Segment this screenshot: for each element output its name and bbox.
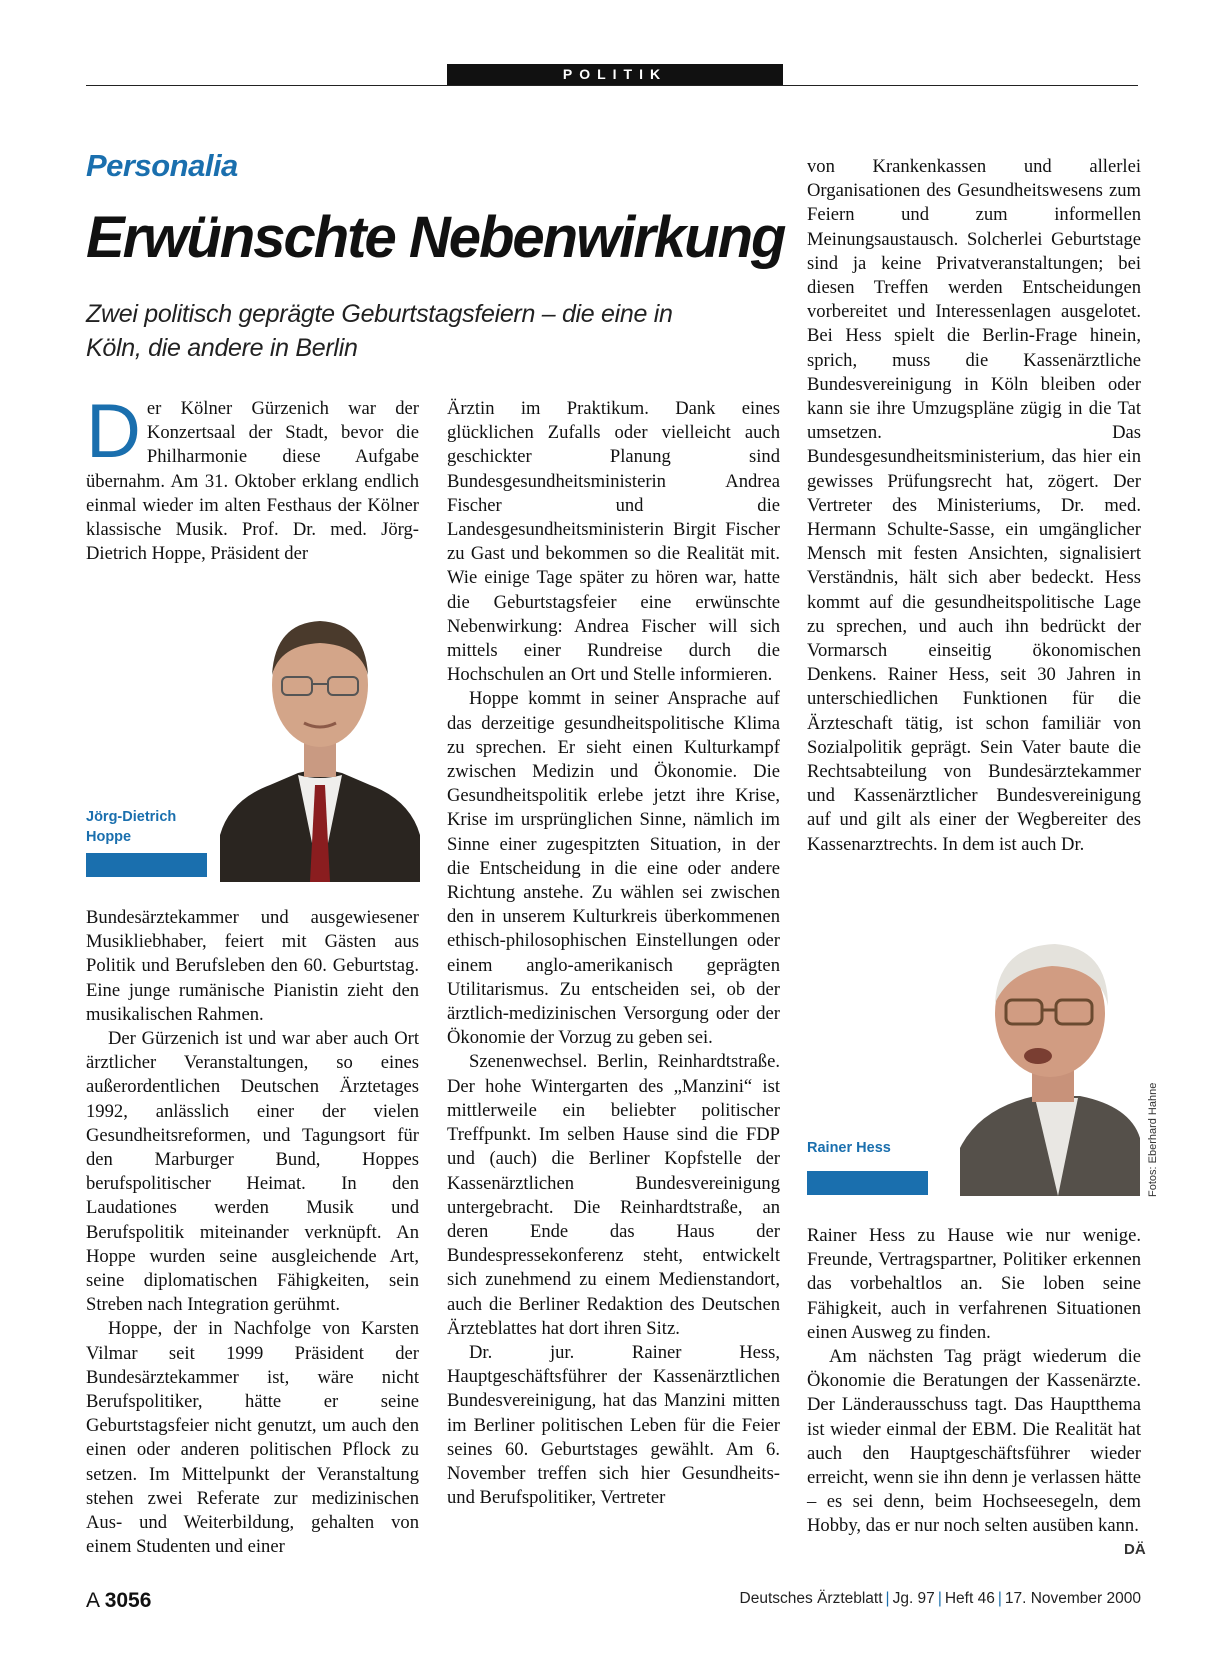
issue: Heft 46 <box>944 1590 995 1607</box>
paragraph: Hoppe kommt in seiner Ansprache auf das derzeitige gesundheitspolitische Klima zu sprechen. Er sieht einen Kulturkampf zwischen Medizin und Ökonomie. Die Gesundheitspolitik erlebe jetzt ihre Krise, Krise im ursprünglichen Sinne, nämlich im Sinne einer zugespitzten Situation, in der die Entscheidung in die eine oder andere Richtung anstehe. Zu wählen sei zwischen den in unserem Kulturkreis überkommenen ethisch-philosophischen Einstellungen oder einem anglo-amerikanisch geprägten Utilitarismus. Zu entscheiden sei, ob der ärztlich-medizinischen Versorgung oder der Ökonomie der Vorzug zu geben sei. <box>447 688 780 1049</box>
paragraph: Ärztin im Praktikum. Dank eines glücklichen Zufalls oder vielleicht auch geschickter Planung sind Bundesgesundheitsministerin Andrea Fischer und die Landesgesundheitsministerin Birgit Fischer zu Gast und bekommen so die Realität mit. Wie einige Tage später zu hören war, hatte die Geburtstagsfeier eine erwünschte Nebenwirkung: Andrea Fischer will sich mittels einer Rundreise durch die Hochschulen an Ort und Stelle informieren. <box>447 398 780 686</box>
section-label: POLITIK <box>447 64 783 85</box>
paragraph: Bundesärztekammer und ausgewiesener Musikliebhaber, feiert mit Gästen aus Politik und Berufsleben den 60. Geburtstag. Eine junge rumänische Pianistin zieht den musikalischen Rahmen. <box>86 907 419 1025</box>
author-signature: DÄ <box>1124 1541 1146 1558</box>
caption-bar <box>807 1171 928 1195</box>
paragraph: von Krankenkassen und allerlei Organisationen des Gesundheitswesens zum Feiern und zum informellen Meinungsaustausch. Solcherlei Geburtstage sind ja keine Privatveranstaltungen; bei diesen Treffen werden Entscheidungen vorbereitet und Interessenlagen ausgelotet. Bei Hess spielt die Berlin-Frage hinein, sprich, muss die Kassenärztliche Bundesvereinigung in Köln bleiben oder kann sie ihre Umzugspläne zügig in die Tat umsetzen. Das Bundesgesundheitsministerium, das hier ein gewisses Prüfungsrecht hat, zögert. Der Vertreter des Ministeriums, Dr. med. Hermann Schulte-Sasse, ein umgänglicher Mensch mit festen Ansichten, signalisiert Verständnis, hält sich aber bedeckt. Hess kommt auf die gesundheitspolitische Lage zu sprechen, und auch ihn bedrückt der Vormarsch einseitig ökonomischen Denkens. Rainer Hess, seit 30 Jahren in unterschiedlichen Funktionen für die Ärzteschaft tätig, ist schon familiär von Sozialpolitik geprägt. Sein Vater baute die Rechtsabteilung von Bundesärztekammer und Kassenärztlicher Bundesvereinigung auf und gilt als einer der Wegbereiter des Kassenarztrechts. In dem ist auch Dr. <box>807 156 1141 855</box>
kicker: Personalia <box>86 148 238 183</box>
volume: Jg. 97 <box>892 1590 935 1607</box>
paragraph: Am nächsten Tag prägt wiederum die Ökonomie die Beratungen der Kassenärzte. Der Länderausschuss tagt. Das Hauptthema ist wieder einmal der EBM. Die Realität hat auch den Hauptgeschäftsführer wieder erreicht, wenn sie ihn denn je verlassen hätte – es sei denn, beim Hochseesegeln, dem Hobby, das er nur noch selten ausüben kann. <box>807 1346 1141 1537</box>
paragraph <box>86 389 419 566</box>
portrait-photo-hoppe <box>220 585 420 882</box>
headline: Erwünschte Nebenwirkung <box>86 205 785 270</box>
photo-caption-hess: Rainer Hess <box>807 1140 891 1156</box>
article-column-1-top <box>86 389 419 566</box>
drop-cap: D <box>86 389 141 474</box>
page-number <box>86 1589 151 1613</box>
article-column-3-bottom <box>807 1224 1141 1539</box>
journal-name: Deutsches Ärzteblatt <box>739 1590 883 1607</box>
paragraph: Dr. jur. Rainer Hess, Hauptgeschäftsführer der Kassenärztlichen Bundesvereinigung, hat das Manzini mitten im Berliner politischen Leben für die Feier seines 60. Geburtstages gewählt. Am 6. November treffen sich hier Gesundheits- und Berufspolitiker, Vertreter <box>447 1341 780 1509</box>
page-number-value: 3056 <box>104 1589 152 1612</box>
page-prefix: A <box>86 1589 99 1612</box>
paragraph-text: er Kölner Gürzenich war der Konzertsaal der Stadt, bevor die Philharmonie diese Aufgabe übernahm. Am 31. Oktober erklang endlich einmal wieder im alten Festhaus der Kölner klassische Musik. Prof. Dr. med. Jörg-Dietrich Hoppe, Präsident der <box>86 398 419 565</box>
paragraph: Szenenwechsel. Berlin, Reinhardtstraße. Der hohe Wintergarten des „Manzini“ ist mittlerweile ein beliebter politischer Treffpunkt. Im selben Hause sind die FDP und (auch) die Berliner Kopfstelle der Kassenärztlichen Bundesvereinigung untergebracht. Die Reinhardtstraße, an deren Ende das Haus der Bundespressekonferenz steht, entwickelt sich zunehmend zu einem Medienstandort, auch die Berliner Redaktion des Deutschen Ärzteblattes hat dort ihren Sitz. <box>447 1051 780 1339</box>
photo-caption-hoppe: Jörg-Dietrich Hoppe <box>86 809 177 845</box>
photo-credit: Fotos: Eberhard Hahne <box>1147 1082 1159 1197</box>
paragraph: Hoppe, der in Nachfolge von Karsten Vilmar seit 1999 Präsident der Bundesärztekammer ist, wäre nicht Berufspolitiker, hätte er seine Geburtstagsfeier nicht genutzt, um auch den einen oder anderen politischen Pflock zu setzen. Im Mittelpunkt der Veranstaltung stehen zwei Referate zur medizinischen Aus- und Weiterbildung, gehalten von einem Studenten und einer <box>86 1318 419 1558</box>
paragraph: Rainer Hess zu Hause wie nur wenige. Freunde, Vertragspartner, Politiker erkennen das vorbehaltlos an. Sie loben seine Fähigkeit, auch in verfahrenen Situationen einen Ausweg zu finden. <box>807 1225 1141 1343</box>
article-column-1-bottom <box>86 906 419 1559</box>
caption-bar <box>86 853 207 877</box>
date: 17. November 2000 <box>1004 1590 1141 1607</box>
article-column-2 <box>447 397 780 1510</box>
subhead: Zwei politisch geprägte Geburtstagsfeiern – die eine in Köln, die andere in Berlin <box>86 300 673 362</box>
paragraph: Der Gürzenich ist und war aber auch Ort ärztlicher Veranstaltungen, so eines außerordentlichen Deutschen Ärztetages 1992, anlässlich einer der vielen Gesundheitsreformen, und Tagungsort für den Marburger Bund, Hoppes berufspolitischer Heimat. In den Laudationes werden Musik und Berufspolitik miteinander verknüpft. An Hoppe wurden seine ausgleichende Art, seine diplomatischen Fähigkeiten, sein Streben nach Integration gerühmt. <box>86 1028 419 1316</box>
footer-info: Deutsches Ärzteblatt | Jg. 97 | Heft 46 | 17. November 2000 <box>739 1590 1141 1607</box>
portrait-photo-hess <box>940 918 1140 1196</box>
article-column-3-top <box>807 155 1141 857</box>
top-rule <box>86 85 1138 86</box>
